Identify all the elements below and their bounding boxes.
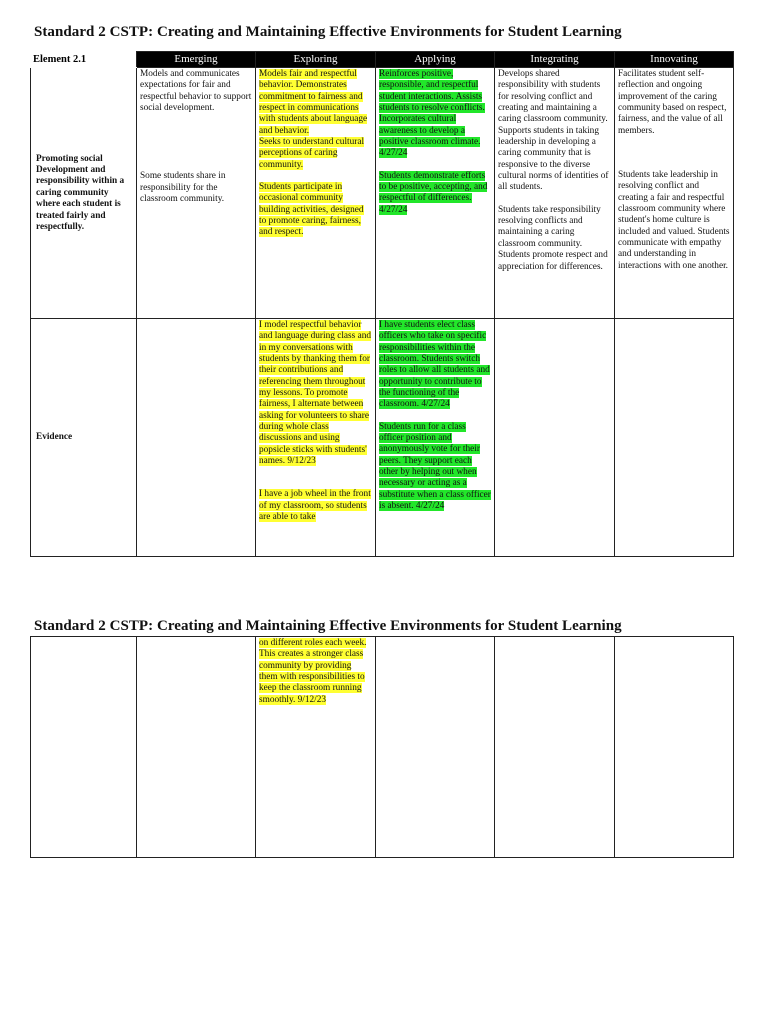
element-row [31,68,734,319]
element-label: Element 2.1 [31,52,137,68]
innovating-text-1: Facilitates student self-reflection and ongoing improvement of the caring community based on respect, fairness, and the value of all members. [618,69,727,136]
cell-integrating [495,68,615,319]
evidence-applying-text-2: Students run for a class officer position and anonymously vote for their peers. They support each other by helping out when necessary or acting as a substitute when a class officer is absent. 4/27/24 [379,421,491,512]
rubric-table [30,51,734,557]
emerging-text-2: Some students share in responsibility for the classroom community. [140,171,226,205]
column-header-innovating: Innovating [615,52,734,68]
exploring-text-1: Models fair and respectful behavior. Demonstrates commitment to fairness and respect in communications with students about language and behavior. [259,69,368,136]
continuation-row [31,637,734,858]
continuation-emerging [137,637,256,858]
cell-emerging [137,68,256,319]
continuation-applying [376,637,495,858]
column-header-integrating: Integrating [495,52,615,68]
evidence-emerging [137,319,256,557]
column-header-emerging: Emerging [137,52,256,68]
integrating-text-2: Students take responsibility resolving conflicts and maintaining a caring classroom community. Students promote respect and appreciation for differences. [498,204,608,272]
evidence-integrating [495,319,615,557]
emerging-text-1: Models and communicates expectations for fair and respectful behavior to support social development. [140,69,252,114]
innovating-text-2: Students take leadership in resolving conflict and creating a fair and respectful classroom community where student's home culture is included and valued. Students communicate with empathy and understanding in interactions with one another. [618,170,730,271]
evidence-row [31,319,734,557]
evidence-applying-text-1: I have students elect class officers who take on specific responsibilities within the classroom. Students switch roles to allow all students and opportunity to contribute to the functioning of the classroom. 4/27/24 [379,320,490,410]
continuation-label [31,637,137,858]
cell-exploring [256,68,376,319]
column-header-exploring: Exploring [256,52,376,68]
continuation-exploring [256,637,376,858]
evidence-exploring [256,319,376,557]
page-title-continued: Standard 2 CSTP: Creating and Maintaining Effective Environments for Student Learning [34,618,622,634]
header-row [31,52,734,68]
continuation-exploring-text: on different roles each week. This creates a stronger class community by providing them with responsibilities to keep the classroom running smoothly. 9/12/23 [259,638,367,705]
continuation-integrating [495,637,615,858]
exploring-text-3: Students participate in occasional community building activities, designed to promote caring, fairness, and respect. [259,182,364,238]
cell-applying [376,68,495,319]
page-title: Standard 2 CSTP: Creating and Maintaining Effective Environments for Student Learning [34,24,622,40]
evidence-label: Evidence [31,319,137,557]
applying-text-1: Reinforces positive, responsible, and respectful student interactions. Assists students to resolve conflicts. [379,69,485,114]
rubric-table-continued [30,636,734,858]
column-header-applying: Applying [376,52,495,68]
continuation-innovating [615,637,734,858]
element-description: Promoting social Development and responsibility within a caring community where each student is treated fairly and respectfully. [31,68,137,319]
exploring-text-2: Seeks to understand cultural perceptions of caring community. [259,137,365,170]
applying-text-3: Students demonstrate efforts to be positive, accepting, and respectful of differences. 4/27/24 [379,170,488,215]
integrating-text-1: Develops shared responsibility with students for resolving conflict and creating and maintaining a caring classroom community. Supports students in taking leadership in developing a caring community that is responsive to the diverse cultural norms of identities of all students. [498,69,609,193]
cell-innovating [615,68,734,319]
evidence-innovating [615,319,734,557]
evidence-applying [376,319,495,557]
evidence-exploring-text-2: I have a job wheel in the front of my classroom, so students are able to take [259,489,371,523]
evidence-exploring-text-1: I model respectful behavior and language during class and in my conversations with students by thanking them for their contributions and referencing them throughout my lessons. To promote fairness, I alternate between asking for volunteers to share during whole class discussions and using popsicle sticks with students' names. 9/12/23 [259,320,372,467]
applying-text-2: Incorporates cultural awareness to develop a positive classroom climate. 4/27/24 [379,114,481,159]
